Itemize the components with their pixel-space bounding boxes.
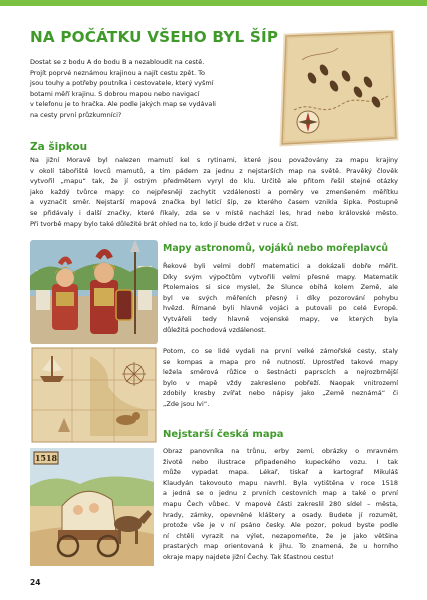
section-paragraph	[30, 155, 398, 229]
paragraph-line: vytvořil „mapu“ tak, že jí ostrým předmětem vyryl do klu. Určitě ale přitom řešil stejné otázky	[30, 177, 398, 186]
paragraph-line: a jedná se o jednu z prvních cestovních map a také o první	[163, 489, 398, 498]
intro-line: jsou touhy a potřeby poutníka i cestovatele, který vyšmí	[30, 79, 214, 88]
year-label: 1518	[34, 453, 58, 463]
paragraph-line: důležitá pochodová vzdálenost.	[163, 325, 266, 334]
paragraph-line: „Zde jsou lvi“.	[163, 399, 210, 408]
paragraph-line: se přidávaly i další značky, které říkaly, zda se v místě nachází les, hrad nebo královské město.	[30, 208, 398, 217]
section-paragraph-2	[163, 346, 398, 410]
intro-line: botami měří krajinu. S dobrou mapou nebo navigací	[30, 89, 200, 98]
paragraph-line: byl ve svých měřeních přesný i díky pozorování pohybu	[163, 293, 398, 302]
travel-cart-illustration	[24, 446, 160, 568]
paragraph-line: může vypadat mapa. Lékař, tiskař a kartograf Mikuláš	[163, 468, 398, 477]
paragraph-line: Řekové byli velmi dobří matematici a dokázali dobře měřit.	[163, 262, 398, 270]
paragraph-line: protože vše je v ní psáno česky. Ale pozor, pokud byste podle	[163, 521, 398, 530]
paragraph-line: Díky svým výpočtům vytvořili velmi přesné mapy. Matematik	[163, 272, 398, 281]
section-paragraph	[163, 446, 398, 563]
intro-line: Projít poprvé neznámou krajinou a najít cestu zpět. To	[30, 68, 205, 77]
section-heading: Mapy astronomů, vojáků nebo mořeplavců	[163, 243, 389, 254]
sea-map-illustration	[30, 346, 158, 444]
paragraph-line: Klaudyán takovouto mapu navrhl. Byla vytištěna v roce 1518	[163, 478, 398, 487]
paragraph-line: prastarých map orientovaná k jihu. To znamená, že u horního	[163, 542, 398, 551]
paragraph-line: okraje mapy najdete jižní Čechy. Tak šťastnou cestu!	[163, 552, 334, 561]
map-footprints-illustration	[272, 30, 400, 148]
paragraph-line: Na jižní Moravě byl nalezen mamutí kel s rytinami, které jsou považovány za mapu krajiny	[30, 156, 398, 164]
paragraph-line: Potom, co se lidé vydali na první velké zámořské cesty, staly	[163, 347, 398, 355]
roman-soldiers-illustration	[30, 240, 158, 344]
paragraph-line: v okolí tábořiště lovců mamutů, a tím pádem za jednu z nejstarších map na světě. Pravěký člověk	[30, 166, 398, 175]
paragraph-line: bylo v mapě vždy zakresleno pobřeží. Naopak vnitrozemí	[163, 378, 398, 387]
paragraph-line: hvězd. Římané byli hlavně vojáci a putovali po celé Evropě.	[163, 304, 398, 313]
paragraph-line: jako každý tvůrce mapy: co nejpřesněji zachytit vzdálenosti a poměry ve zmenšeném měřítku	[30, 187, 398, 196]
paragraph-line: hrady, zámky, opevněné kláštery a osady. Budete jí rozumět,	[163, 510, 398, 519]
paragraph-line: ležela směrová růžice o šestnácti paprscích a nejrozbrnější	[163, 368, 398, 377]
paragraph-line: Vytvářeli tedy hlavně vojenské mapy, ve kterých byla	[163, 314, 398, 323]
section-heading: Nejstarší česká mapa	[163, 429, 284, 440]
page-title: NA POČÁTKU VŠEHO BYL ŠÍP	[30, 28, 279, 46]
paragraph-line: se kompas a mapa pro ně nutností. Uprostřed takové mapy	[163, 357, 398, 366]
section-paragraph	[163, 261, 398, 335]
paragraph-line: životě nebo ilustrace připadeného kupeckého vozu. I tak	[163, 457, 398, 466]
paragraph-line: zdobily kresby zvířat nebo nápisy jako „Země neznámá“ či	[163, 389, 398, 398]
paragraph-line: a vyznačit směr. Nejstarší mapová značka byl letící šíp, ze kterého časem vznikla šipka. Postupně	[30, 198, 398, 207]
top-color-bar	[0, 0, 427, 6]
section-heading: Za šipkou	[30, 141, 88, 153]
paragraph-line: Ptolemaios si sice myslel, že Slunce obíhá kolem Země, ale	[163, 283, 398, 292]
intro-line: na cesty první průzkumníci?	[30, 110, 122, 119]
page-number: 24	[30, 578, 41, 587]
intro-line: Dostat se z bodu A do bodu B a nezabloudit na cestě.	[30, 58, 205, 66]
paragraph-line: Obraz panovníka na trůnu, erby zemí, obrázky o mravném	[163, 447, 398, 455]
intro-paragraph	[30, 57, 265, 121]
paragraph-line: mapu Čech vůbec. V mapové části zakreslil 280 sídel – města,	[163, 499, 398, 508]
intro-line: v telefonu je to hračka. Ale podle jakých map se vydávali	[30, 100, 216, 109]
paragraph-line: ní chtěli vyrazit na výlet, nezapomeňte, že je jako většina	[163, 531, 398, 540]
paragraph-line: Při tvorbě mapy bylo také důležité brát ohled na to, kdo jí bude držet v ruce a číst.	[30, 219, 299, 228]
